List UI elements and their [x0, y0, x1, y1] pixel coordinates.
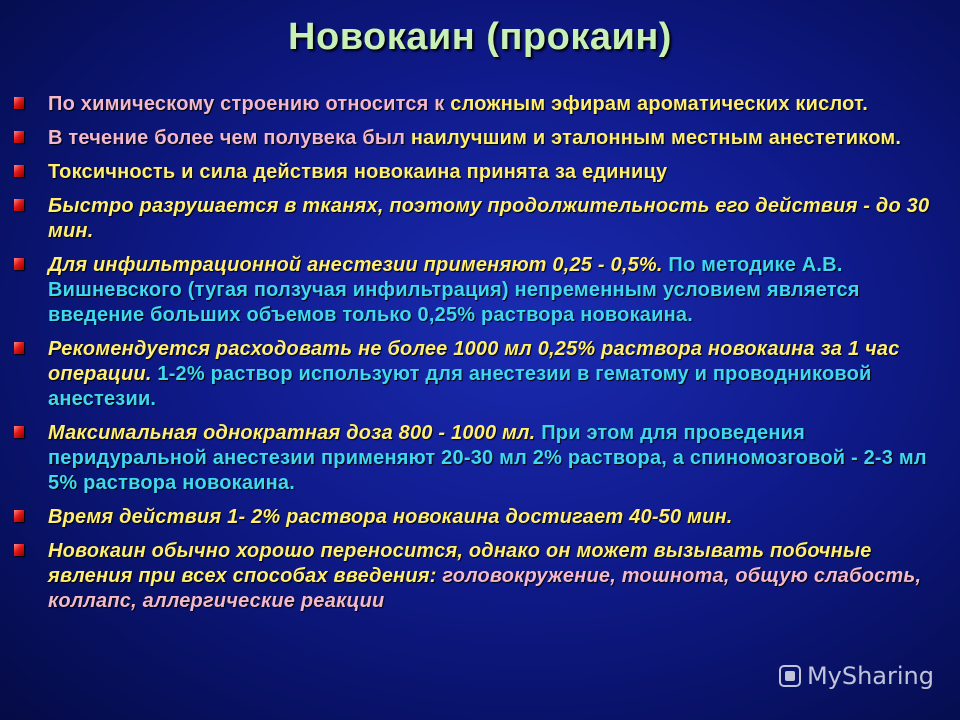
bullet-text-segment: 1-2% раствор используют для анестезии в гематому и проводниковой анестезии. [48, 363, 872, 410]
bullet-marker-icon [14, 199, 24, 211]
bullet-text-segment: В течение более чем полувека был [48, 127, 411, 149]
bullet-text-segment: Токсичность и сила действия новокаина принята за единицу [48, 161, 668, 183]
bullet-marker-icon [14, 510, 24, 522]
bullet-marker-icon [14, 258, 24, 270]
bullet-item [12, 421, 947, 496]
bullet-text-segment: головокружение, тошнота, общую слабость, коллапс, аллергические реакции [48, 565, 922, 612]
bullet-text-segment: наилучшим и эталонным местным анестетиком. [410, 127, 902, 149]
bullet-text-segment: По методике А.В. Вишневского (тугая ползучая инфильтрация) непременным условием является введение больших объемов только 0,25% раствора новокаина. [48, 254, 860, 326]
bullet-text-segment: сложным эфирам ароматических кислот. [450, 93, 869, 115]
bullet-item [12, 92, 947, 117]
bullet-marker-icon [14, 97, 24, 109]
bullet-text-segment: Быстро разрушается в тканях, поэтому продолжительность его действия - до 30 мин. [48, 195, 930, 242]
bullet-marker-icon [14, 544, 24, 556]
bullet-list [12, 92, 947, 623]
bullet-item [12, 194, 947, 244]
bullet-text-segment: Новокаин обычно хорошо переносится, однако он может вызывать побочные явления при всех способах введения: [48, 540, 872, 587]
watermark [779, 662, 934, 690]
mysharing-logo-icon [779, 665, 801, 687]
slide-title: Новокаин (прокаин) [288, 16, 672, 58]
bullet-item [12, 160, 947, 185]
bullet-item [12, 253, 947, 328]
watermark-text: MySharing [806, 662, 934, 690]
bullet-marker-icon [14, 131, 24, 143]
bullet-text-segment: Максимальная однократная доза 800 - 1000 мл. [48, 422, 536, 444]
bullet-text-segment: По химическому строению относится к [48, 93, 451, 115]
bullet-item [12, 539, 947, 614]
bullet-marker-icon [14, 342, 24, 354]
bullet-text-segment: Рекомендуется расходовать не более 1000 мл 0,25% раствора новокаина за 1 час операции. [48, 338, 900, 385]
bullet-marker-icon [14, 426, 24, 438]
bullet-item [12, 505, 947, 530]
bullet-item [12, 337, 947, 412]
bullet-item [12, 126, 947, 151]
bullet-text-segment: При этом для проведения перидуральной анестезии применяют 20-30 мл 2% раствора, а спиномозговой - 2-3 мл 5% раствора новокаина. [48, 422, 927, 494]
bullet-text-segment: Для инфильтрационной анестезии применяют 0,25 - 0,5%. [48, 254, 663, 276]
bullet-marker-icon [14, 165, 24, 177]
bullet-text-segment: Время действия 1- 2% раствора новокаина достигает 40-50 мин. [48, 506, 733, 528]
